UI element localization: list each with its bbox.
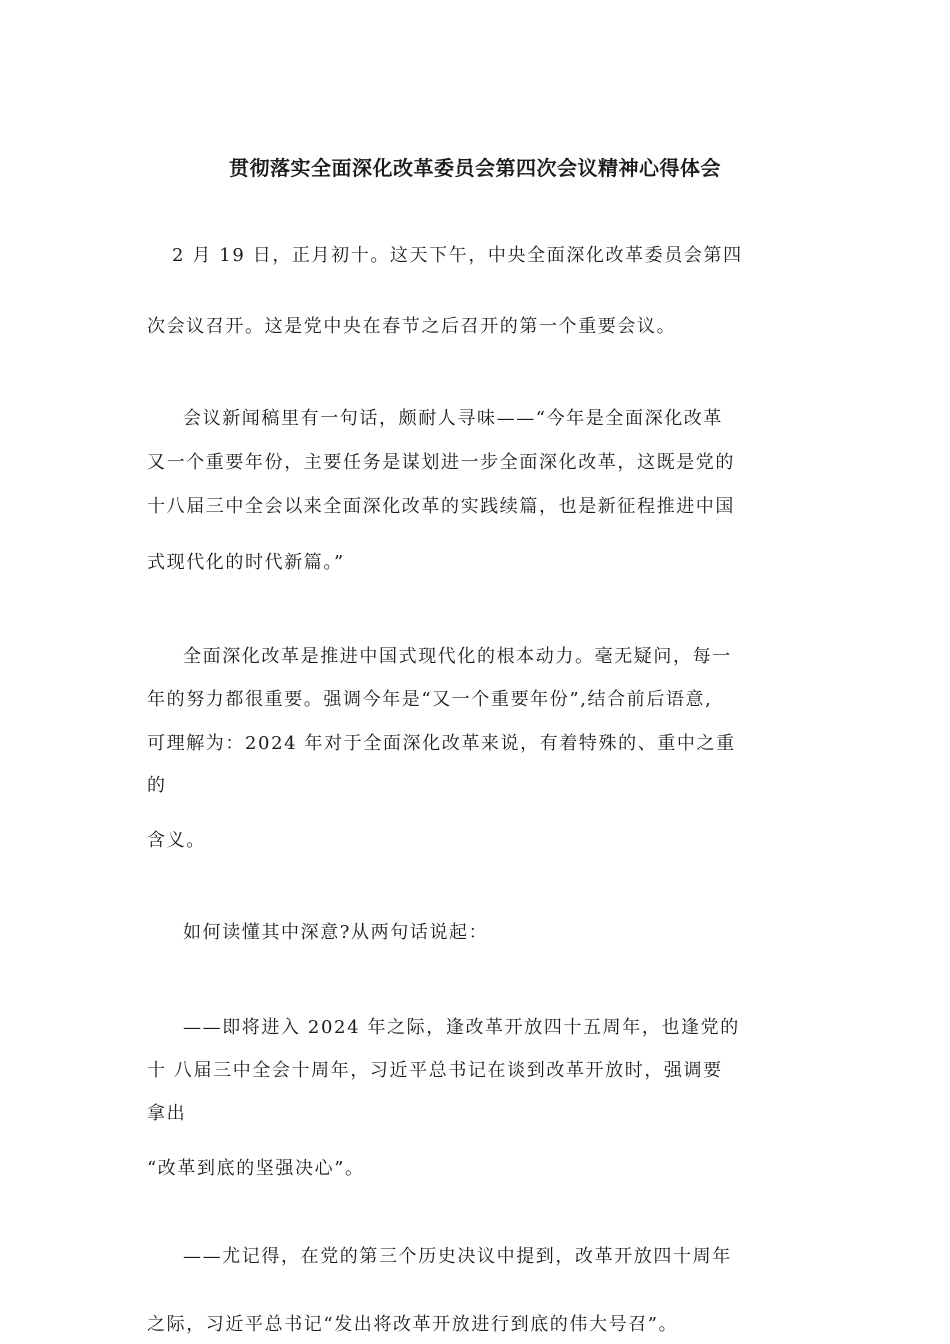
paragraph-line: 年的努力都很重要。强调今年是“又一个重要年份”,结合前后语意, [147, 689, 713, 710]
document-title: 贯彻落实全面深化改革委员会第四次会议精神心得体会 [229, 156, 721, 180]
paragraph-line: 含义。 [147, 830, 206, 851]
paragraph-line: 之际，习近平总书记“发出将改革开放进行到底的伟大号召”。 [147, 1314, 679, 1335]
paragraph-line: 又一个重要年份，主要任务是谋划进一步全面深化改革，这既是党的 [147, 452, 735, 473]
paragraph-line: ——即将进入 2024 年之际，逢改革开放四十五周年，也逢党的 [183, 1017, 740, 1038]
paragraph-line: 十八届三中全会以来全面深化改革的实践续篇，也是新征程推进中国 [147, 496, 735, 517]
paragraph-line: 2 月 19 日，正月初十。这天下午，中央全面深化改革委员会第四 [172, 245, 743, 266]
paragraph-line: “改革到底的坚强决心”。 [147, 1158, 365, 1179]
paragraph-line: 式现代化的时代新篇。” [147, 552, 345, 573]
paragraph-line: 如何读懂其中深意?从两句话说起： [183, 922, 489, 943]
paragraph-line: 可理解为：2024 年对于全面深化改革来说，有着特殊的、重中之重 [147, 733, 736, 754]
paragraph-line: 次会议召开。这是党中央在春节之后召开的第一个重要会议。 [147, 316, 677, 337]
paragraph-line: 全面深化改革是推进中国式现代化的根本动力。毫无疑问，每一 [183, 646, 732, 667]
paragraph-line: 十 八届三中全会十周年，习近平总书记在谈到改革开放时，强调要 [147, 1060, 723, 1081]
paragraph-line: 拿出 [147, 1103, 187, 1124]
paragraph-line: ——尤记得，在党的第三个历史决议中提到，改革开放四十周年 [183, 1246, 732, 1267]
paragraph-line: 的 [147, 775, 167, 796]
paragraph-line: 会议新闻稿里有一句话，颇耐人寻味——“今年是全面深化改革 [183, 408, 723, 429]
